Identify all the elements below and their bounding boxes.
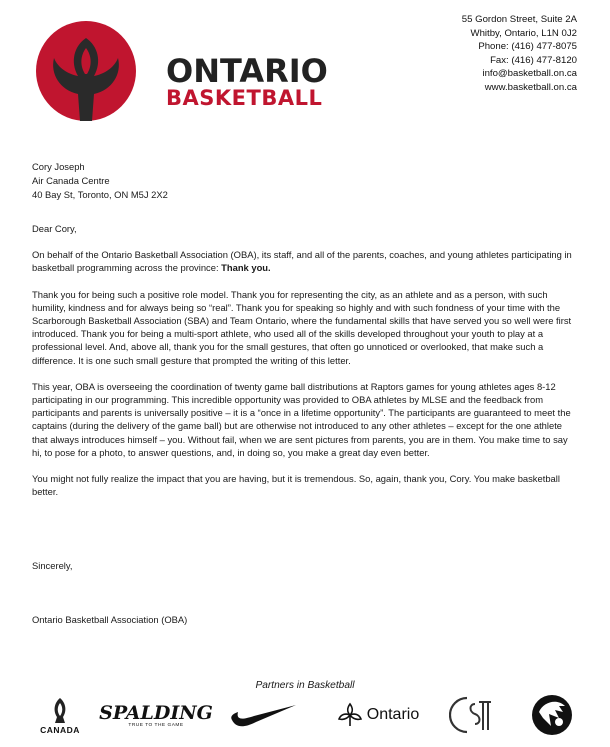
contact-phone: Phone: (416) 477-8075 (478, 41, 577, 53)
letter-body (32, 222, 580, 511)
partner-raptors (524, 690, 580, 740)
logo-wordmark-ontario: ONTARIO (166, 52, 328, 90)
partner-spalding (99, 690, 213, 740)
raptors-logo-icon (529, 692, 575, 738)
partners-title: Partners in Basketball (255, 680, 355, 691)
recipient-street: 40 Bay St, Toronto, ON M5J 2X2 (32, 189, 168, 200)
oba-logo (30, 18, 328, 118)
ontario-label: Ontario (366, 706, 420, 723)
partner-nike (228, 690, 300, 740)
recipient-address (32, 160, 168, 202)
salutation: Dear Cory, (32, 223, 77, 234)
spalding-logo-icon: SPALDING (99, 701, 213, 724)
paragraph-2: Thank you for being such a positive role model. Thank you for representing the city, as an athlete and as a person, with such humility, kindness and for always being so “real”. Thank you for speaking so highly and with such fondness of your time with the Scarborough Basketball Association (SBA) and Team Ontario, where the fundamental skills that have served you so well were first introduced. Thank you for being a multi-sport athlete, who used all of the skills developed throughout your youth to play at a professional level. And, above all, thank you for the small gestures, that often go unnoticed or overlooked, that make such a difference. It is one such small gesture that prompted the writing of this letter. (32, 288, 572, 366)
logo-wordmark-basketball: BASKETBALL (166, 86, 323, 110)
contact-fax: Fax: (416) 477-8120 (490, 54, 577, 66)
paragraph-4: You might not fully realize the impact that you are having, but it is tremendous. So, again, thank you, Cory. You make basketball better. (32, 473, 560, 498)
paragraph-1-text: On behalf of the Ontario Basketball Association (OBA), its staff, and all of the parents, coaches, and young athletes participating in basketball programming across the province: (32, 249, 572, 274)
canada-label: CANADA (40, 725, 80, 735)
partner-csti (444, 690, 500, 740)
spalding-tagline: TRUE TO THE GAME (128, 722, 184, 728)
contact-email: info@basketball.on.ca (482, 68, 577, 80)
oba-logo-icon (30, 18, 150, 128)
canada-basketball-logo-icon (45, 695, 75, 725)
contact-city: Whitby, Ontario, L1N 0J2 (470, 27, 577, 39)
csti-logo-icon (449, 692, 495, 738)
contact-website: www.basketball.on.ca (484, 81, 577, 93)
contact-street: 55 Gordon Street, Suite 2A (461, 14, 577, 25)
paragraph-1-bold: Thank you. (221, 262, 271, 274)
partner-ontario (330, 690, 426, 740)
paragraph-3: This year, OBA is overseeing the coordination of twenty game ball distributions at Raptors games for young athletes ages 8-12 participating in our programming. This incredible opportunity was provided to OBA athletes by MLSE and the feedback from participants and parents is universally positive – it is a “once in a lifetime opportunity”. The participants are guaranteed to meet the captains (during the delivery of the game ball) but are otherwise not introduced to any other athletes – except for the one athlete that always introduces himself – you. Without fail, when we are sent pictures from parents, you are in them. You make time to say hi, to pose for a photo, to answer questions, and, in doing so, you make a great day even better. (32, 380, 571, 458)
recipient-name: Cory Joseph (32, 161, 85, 172)
partner-canada-basketball (30, 690, 90, 740)
closing: Sincerely, (32, 560, 73, 571)
trillium-icon (337, 702, 363, 728)
paragraph-1 (32, 248, 580, 274)
contact-block (462, 13, 577, 95)
signature: Ontario Basketball Association (OBA) (32, 614, 188, 625)
recipient-org: Air Canada Centre (32, 175, 110, 186)
nike-swoosh-icon (230, 702, 298, 728)
